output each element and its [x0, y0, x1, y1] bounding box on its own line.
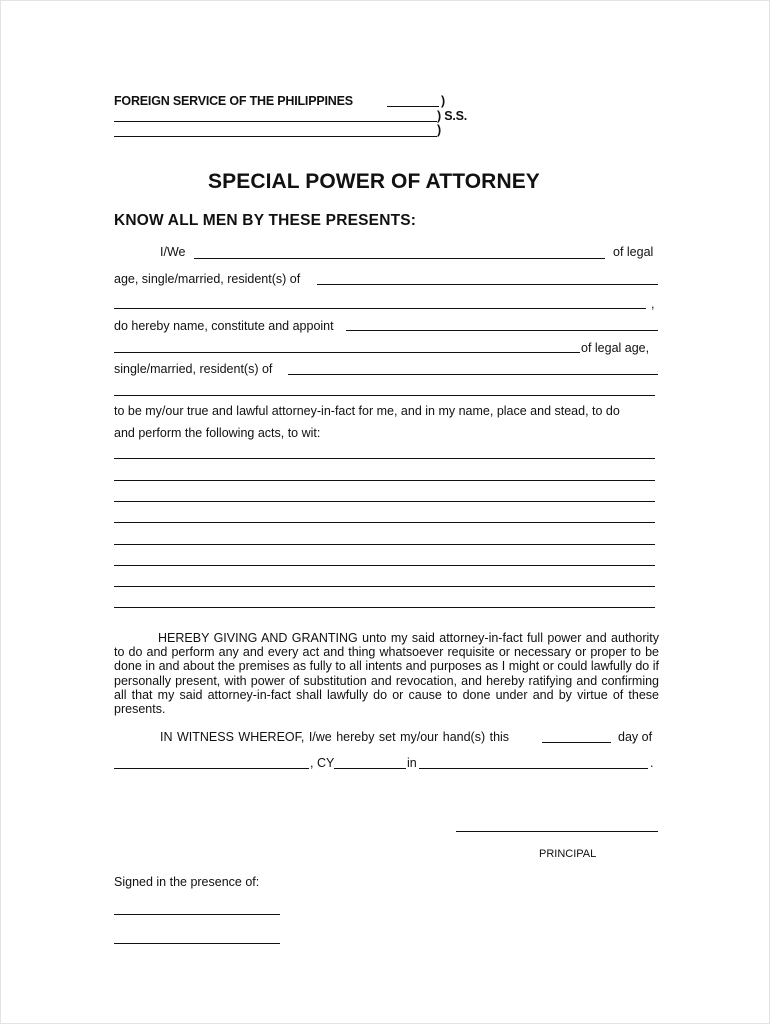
age-resident-label: age, single/married, resident(s) of [114, 272, 301, 286]
witness-day-field[interactable] [542, 742, 611, 743]
witness-month-field[interactable] [114, 768, 309, 769]
header-paren-3: ) [437, 123, 441, 137]
witness-signature-2[interactable] [114, 943, 280, 944]
witness-text: IN WITNESS WHEREOF, I/we hereby set my/our hand(s) this [160, 730, 510, 744]
day-of-label: day of [618, 730, 653, 744]
document-subtitle: KNOW ALL MEN BY THESE PRESENTS: [114, 212, 417, 229]
header-blank-3[interactable] [114, 136, 437, 137]
principal-label: PRINCIPAL [539, 848, 597, 860]
principal-signature-field[interactable] [456, 831, 658, 832]
hereby-granting-text: HEREBY GIVING AND GRANTING unto my said attorney-in-fact full power and authority to do and perform any and every act and thing whatsoever requisite or necessary or proper to be done in and about the premises as fully to all intents and purposes as I might or could lawfully do if personally present, with power of substitution and revocation, and hereby ratifying and confirming all that my said attorney-in-fact shall lawfully do or cause to done under and by virtue of these presents. [114, 631, 659, 717]
acts-line-4[interactable] [114, 522, 655, 523]
header-paren-1: ) [441, 94, 445, 108]
witness-place-field[interactable] [419, 768, 648, 769]
principal-name-field[interactable] [194, 258, 605, 259]
header-blank-1[interactable] [387, 106, 439, 107]
comma: , [651, 297, 655, 311]
document-title: SPECIAL POWER OF ATTORNEY [208, 170, 540, 193]
principal-residence-field[interactable] [317, 284, 658, 285]
appoint-label: do hereby name, constitute and appoint [114, 319, 334, 333]
acts-line-6[interactable] [114, 565, 655, 566]
attorney-residence-field-2[interactable] [114, 395, 655, 396]
acts-line-3[interactable] [114, 501, 655, 502]
in-label: in [407, 756, 417, 770]
acts-line-7[interactable] [114, 586, 655, 587]
witness-year-field[interactable] [334, 768, 406, 769]
acts-line-8[interactable] [114, 607, 655, 608]
foreign-service-header: FOREIGN SERVICE OF THE PHILIPPINES [114, 94, 353, 108]
single-resident-label: single/married, resident(s) of [114, 362, 273, 376]
acts-line-1[interactable] [114, 458, 655, 459]
attorney-residence-field[interactable] [288, 374, 658, 375]
acts-line-2[interactable] [114, 480, 655, 481]
hereby-granting-paragraph [114, 631, 659, 716]
witness-signature-1[interactable] [114, 914, 280, 915]
acts-line-5[interactable] [114, 544, 655, 545]
of-legal-label: of legal [613, 245, 654, 259]
attorney-name-field-2[interactable] [114, 352, 580, 353]
attorney-name-field[interactable] [346, 330, 658, 331]
witness-period: . [650, 756, 654, 770]
header-ss: ) S.S. [437, 109, 468, 123]
attorney-text-line-2: and perform the following acts, to wit: [114, 426, 321, 440]
attorney-text-line-1: to be my/our true and lawful attorney-in-fact for me, and in my name, place and stead, to do [114, 404, 620, 418]
of-legal-age-label: of legal age, [581, 341, 650, 355]
iwe-label: I/We [160, 245, 186, 259]
cy-label: , CY [310, 756, 335, 770]
signed-presence-label: Signed in the presence of: [114, 875, 260, 889]
principal-residence-field-2[interactable] [114, 308, 646, 309]
header-blank-2[interactable] [114, 121, 437, 122]
